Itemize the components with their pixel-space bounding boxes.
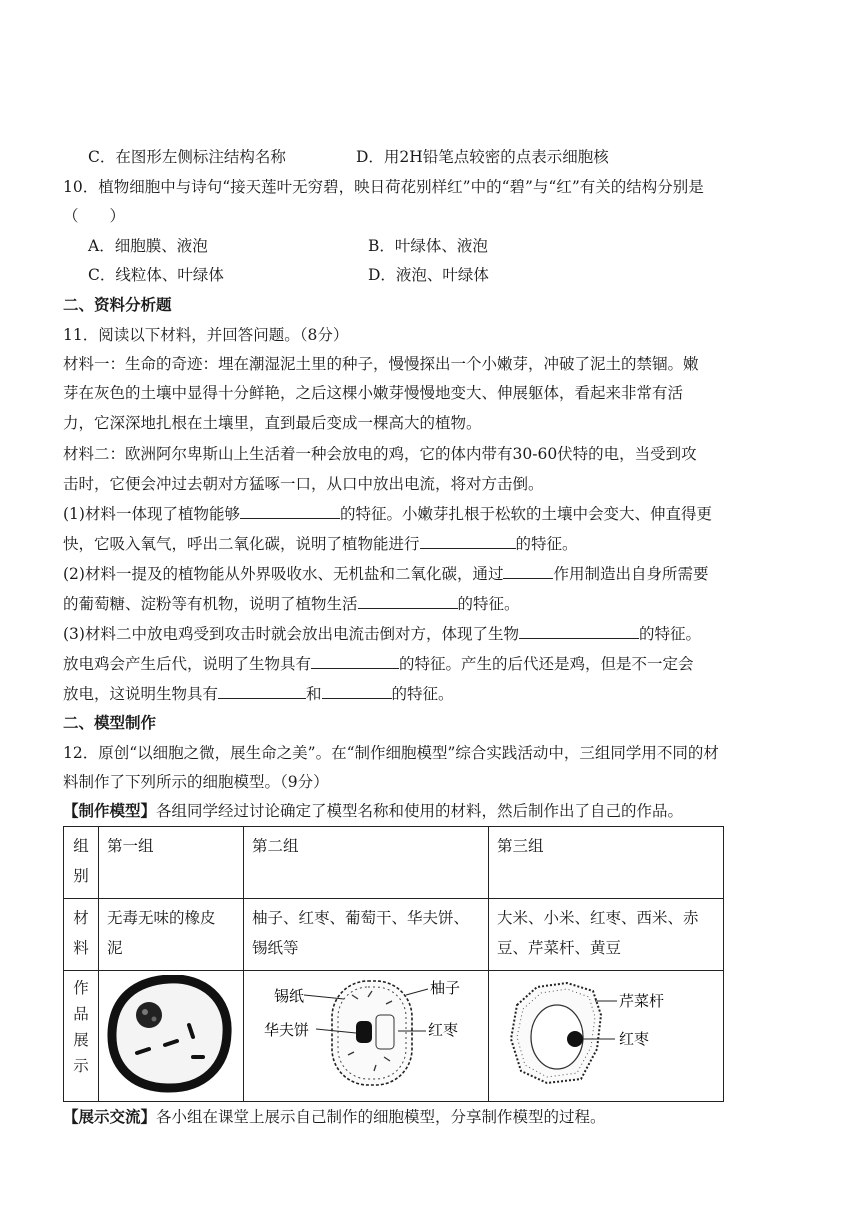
q11-part2-text-b: 作用制造出自身所需要 <box>553 565 709 583</box>
materials-line: 泥 <box>107 939 123 957</box>
q10-option-a: A．细胞膜、液泡 <box>88 237 208 255</box>
q10-option-c: C．线粒体、叶绿体 <box>88 266 224 284</box>
table-header-material <box>64 899 99 971</box>
label-jujube-group2: 红枣 <box>428 1021 459 1039</box>
make-model-label: 【制作模型】 <box>63 801 157 820</box>
group1-label: 第一组 <box>107 837 154 855</box>
group1-materials <box>99 899 244 971</box>
table-header-works <box>64 971 99 1102</box>
material1-line1: 材料一：生命的奇迹：埋在潮湿泥土里的种子，慢慢探出一个小嫩芽，冲破了泥土的禁锢。嫩 <box>63 355 699 373</box>
q11-part1-text-a: (1)材料一体现了植物能够 <box>63 505 240 523</box>
label-waffle: 华夫饼 <box>264 1021 310 1039</box>
group1-header <box>99 827 244 899</box>
show-exchange-label: 【展示交流】 <box>63 1107 157 1126</box>
q11-part1-text-c: 快，它吸入氧气，呼出二氧化碳，说明了植物能进行 <box>63 535 420 553</box>
answer-blank[interactable] <box>218 684 306 699</box>
section-heading-model: 二、模型制作 <box>63 713 157 732</box>
q11-part3-text-e: 放电，这说明生物具有 <box>63 685 219 703</box>
q11-part3-text-g: 的特征。 <box>391 685 454 703</box>
section-heading-analysis: 二、资料分析题 <box>63 295 172 314</box>
q12-stem-line2: 料制作了下列所示的细胞模型。（9分） <box>63 773 329 791</box>
answer-blank[interactable] <box>420 534 516 549</box>
q11-part1-text-b: 的特征。小嫩芽扎根于松软的土壤中会变大、伸直得更 <box>339 505 712 523</box>
q11-part3-text-b: 的特征。 <box>638 625 701 643</box>
material1-line2: 芽在灰色的土壤中显得十分鲜艳，之后这棵小嫩芽慢慢地变大、伸展躯体，看起来非常有活 <box>63 384 684 402</box>
header-char: 料 <box>73 939 89 957</box>
answer-blank[interactable] <box>503 564 553 579</box>
header-char: 展 <box>73 1031 89 1049</box>
group2-work <box>244 971 489 1102</box>
header-char: 材 <box>73 909 89 927</box>
cell-model-table <box>63 826 724 1102</box>
q11-part1-line2 <box>63 534 578 554</box>
group3-grain-cell-drawing <box>497 975 715 1093</box>
group1-clay-cell-drawing <box>107 975 235 1093</box>
header-char: 作 <box>73 979 89 997</box>
materials-line: 无毒无味的橡皮 <box>107 909 216 927</box>
material2-line1: 材料二：欧洲阿尔卑斯山上生活着一种会放电的鸡，它的体内带有30-60伏特的电，当受到攻 <box>63 445 697 463</box>
material1-line3: 力，它深深地扎根在土壤里，直到最后变成一棵高大的植物。 <box>63 414 482 432</box>
q11-part2-line2 <box>63 594 520 614</box>
answer-blank[interactable] <box>240 504 340 519</box>
materials-line: 豆、芹菜杆、黄豆 <box>497 939 622 957</box>
label-foil: 锡纸 <box>274 987 305 1005</box>
q10-option-b: B．叶绿体、液泡 <box>368 237 488 255</box>
q11-part3-text-c: 放电鸡会产生后代，说明了生物具有 <box>63 655 312 673</box>
q10-stem: 10．植物细胞中与诗句“接天莲叶无穷碧，映日荷花别样红”中的“碧”与“红”有关的结构分别是 <box>63 178 704 196</box>
make-model-text: 各组同学经过讨论确定了模型名称和使用的材料，然后制作出了自己的作品。 <box>156 802 684 820</box>
answer-blank[interactable] <box>311 654 399 669</box>
group3-materials <box>489 899 724 971</box>
label-pomelo: 柚子 <box>430 979 461 997</box>
q10-option-d: D．液泡、叶绿体 <box>368 266 489 284</box>
material2-line2: 击时，它便会冲过去朝对方猛啄一口，从口中放出电流，将对方击倒。 <box>63 475 544 493</box>
q11-part3-text-d: 的特征。产生的后代还是鸡，但是不一定会 <box>399 655 694 673</box>
materials-line: 锡纸等 <box>252 939 299 957</box>
header-char: 别 <box>73 867 89 885</box>
q9-option-d: D．用2H铅笔点较密的点表示细胞核 <box>356 148 609 166</box>
q11-part2-line1 <box>63 564 708 584</box>
q12-show-exchange <box>63 1107 606 1127</box>
q11-part3-line3 <box>63 684 454 704</box>
label-celery: 芹菜杆 <box>619 992 665 1010</box>
group2-materials <box>244 899 489 971</box>
group1-work <box>99 971 244 1102</box>
group3-work <box>489 971 724 1102</box>
q9-option-c: C．在图形左侧标注结构名称 <box>88 148 286 166</box>
q11-part1-line1 <box>63 504 712 524</box>
answer-blank[interactable] <box>519 624 639 639</box>
header-char: 组 <box>73 837 89 855</box>
q12-make-model <box>63 801 683 821</box>
q11-part2-text-d: 的特征。 <box>457 595 520 613</box>
materials-line: 柚子、红枣、葡萄干、华夫饼、 <box>252 909 470 927</box>
group2-label: 第二组 <box>252 837 299 855</box>
group2-header <box>244 827 489 899</box>
q12-stem-line1: 12．原创“以细胞之微，展生命之美”。在“制作细胞模型”综合实践活动中，三组同学用不同的材 <box>63 744 719 762</box>
q11-part2-text-a: (2)材料一提及的植物能从外界吸收水、无机盐和二氧化碳，通过 <box>63 565 504 583</box>
q11-part3-text-f: 和 <box>306 685 322 703</box>
materials-line: 大米、小米、红枣、西米、赤 <box>497 909 699 927</box>
header-char: 示 <box>73 1057 89 1075</box>
table-header-group <box>64 827 99 899</box>
group3-header <box>489 827 724 899</box>
q11-part1-text-d: 的特征。 <box>515 535 578 553</box>
show-exchange-text: 各小组在课堂上展示自己制作的细胞模型，分享制作模型的过程。 <box>156 1108 606 1126</box>
q10-paren: （ ） <box>63 207 126 225</box>
q11-part3-line1 <box>63 624 701 644</box>
label-jujube-group3: 红枣 <box>619 1030 650 1048</box>
header-char: 品 <box>73 1005 89 1023</box>
answer-blank[interactable] <box>322 684 392 699</box>
group3-label: 第三组 <box>497 837 544 855</box>
q11-part3-line2 <box>63 654 694 674</box>
answer-blank[interactable] <box>358 594 458 609</box>
q11-part3-text-a: (3)材料二中放电鸡受到攻击时就会放出电流击倒对方，体现了生物 <box>63 625 519 643</box>
q11-part2-text-c: 的葡萄糖、淀粉等有机物，说明了植物生活 <box>63 595 358 613</box>
group2-food-cell-drawing <box>252 975 480 1093</box>
q11-stem: 11．阅读以下材料，并回答问题。（8分） <box>63 326 349 344</box>
